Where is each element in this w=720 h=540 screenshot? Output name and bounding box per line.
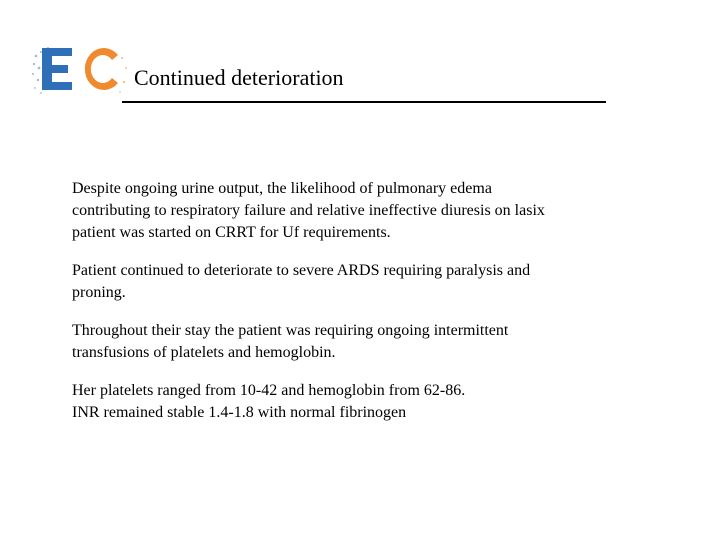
text-line: INR remained stable 1.4-1.8 with normal fibrinogen [72, 404, 407, 421]
text-line: patient was started on CRRT for Uf requirements. [72, 224, 391, 241]
slide-body [72, 178, 632, 440]
text-line: Her platelets ranged from 10-42 and hemoglobin from 62-86. [72, 382, 466, 399]
paragraph-ards [72, 260, 632, 304]
text-line: Despite ongoing urine output, the likelihood of pulmonary edema [72, 180, 492, 197]
ec-logo [30, 38, 130, 100]
slide-title: Continued deterioration [134, 65, 344, 90]
text-line: Throughout their stay the patient was requiring ongoing intermittent [72, 322, 509, 339]
paragraph-transfusions [72, 320, 632, 364]
title-underline [122, 101, 606, 103]
paragraph-crrt [72, 178, 632, 244]
ec-logo-graphic [30, 38, 130, 100]
paragraph-labs [72, 380, 632, 424]
text-line: Patient continued to deteriorate to severe ARDS requiring paralysis and [72, 262, 531, 279]
text-line: contributing to respiratory failure and relative ineffective diuresis on lasix [72, 202, 545, 219]
text-line: transfusions of platelets and hemoglobin. [72, 344, 336, 361]
text-line: proning. [72, 284, 126, 301]
